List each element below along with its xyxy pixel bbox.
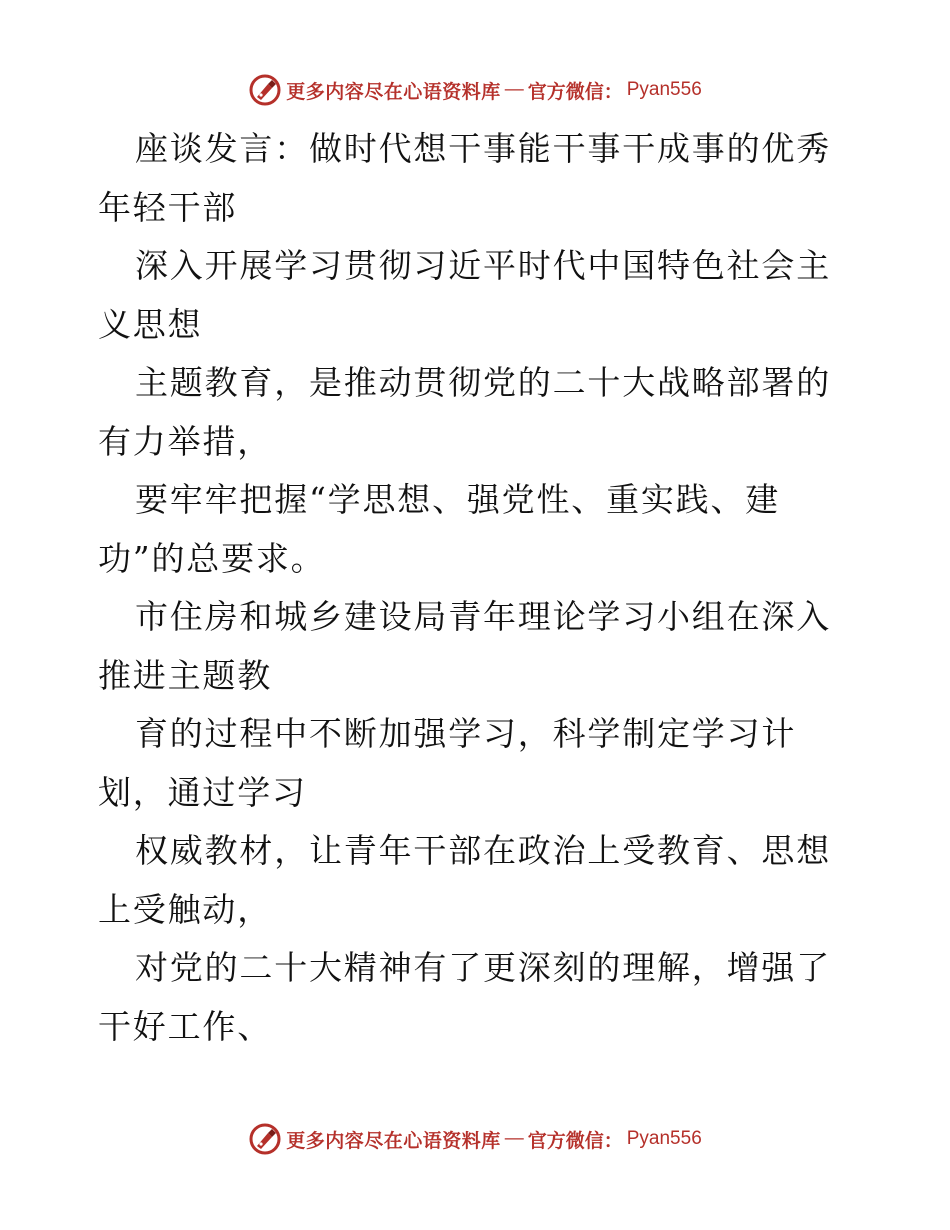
banner-wechat-label: 官方微信： [527,1129,623,1152]
footer-banner [0,1119,950,1159]
banner-site-text: 更多内容尽在心语资料库 [286,1129,501,1152]
banner-wechat-id: Pyan556 [626,79,702,100]
paragraph: 要牢牢把握“学思想、强党性、重实践、建功”的总要求。 [98,480,781,578]
paragraph: 育的过程中不断加强学习，科学制定学习计划，通过学习 [98,714,797,812]
header-banner-content [248,73,702,107]
document-title: 座谈发言：做时代想干事能干事干成事的优秀年轻干部 [98,129,831,227]
paragraph: 深入开展学习贯彻习近平时代中国特色社会主义思想 [98,246,831,344]
banner-separator: — [504,1128,524,1149]
banner-wechat-id: Pyan556 [626,1128,702,1149]
paragraph: 对党的二十大精神有了更深刻的理解，增强了干好工作、 [98,948,831,1046]
pen-nib-logo-icon [248,1122,282,1156]
banner-site-text: 更多内容尽在心语资料库 [286,80,501,103]
pen-nib-logo-icon [248,73,282,107]
banner-separator: — [504,79,524,100]
document-body [98,120,858,1056]
banner-wechat-label: 官方微信： [527,80,623,103]
paragraph: 权威教材，让青年干部在政治上受教育、思想上受触动， [98,831,831,929]
footer-banner-content [248,1122,702,1156]
paragraph: 主题教育，是推动贯彻党的二十大战略部署的有力举措， [98,363,831,461]
header-banner [0,70,950,110]
paragraph: 市住房和城乡建设局青年理论学习小组在深入推进主题教 [98,597,831,695]
